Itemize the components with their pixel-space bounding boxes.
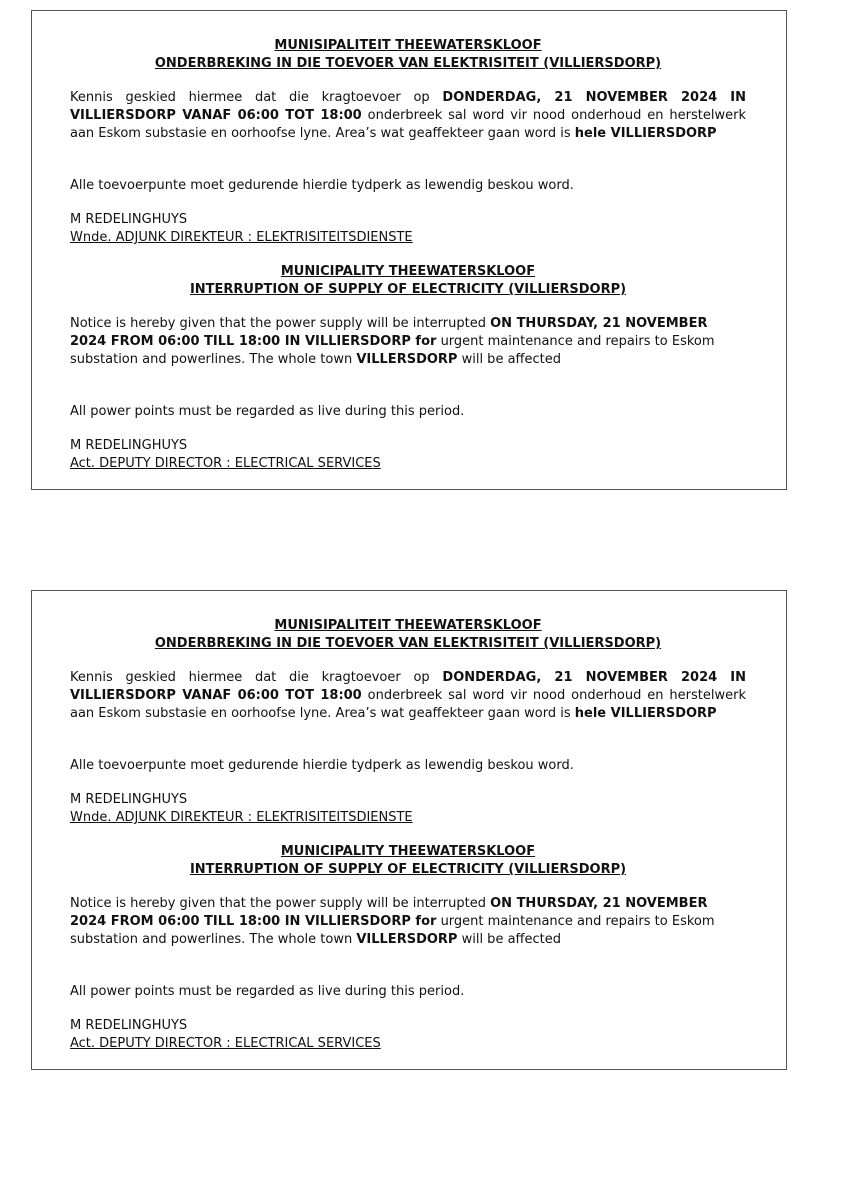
afrikaans-paragraph-reason: onderbreek sal word vir nood onderhoud en herstelwerk aan Eskom substasie en oorhoofse lyne. Area’s wat geaffekteer gaan word is (70, 688, 746, 721)
english-safety-notice: All power points must be regarded as live during this period. (70, 984, 465, 999)
afrikaans-heading-interruption: ONDERBREKING IN DIE TOEVOER VAN ELEKTRISITEIT (VILLIERSDORP) (154, 56, 662, 71)
english-heading-interruption: INTERRUPTION OF SUPPLY OF ELECTRICITY (VILLIERSDORP) (189, 862, 627, 877)
afrikaans-heading-municipality: MUNISIPALITEIT THEEWATERSKLOOF (274, 618, 542, 633)
notice-box (31, 10, 787, 490)
afrikaans-notice-paragraph (70, 89, 746, 143)
notice-box (31, 590, 787, 1070)
english-paragraph-intro: Notice is hereby given that the power supply will be interrupted (70, 316, 491, 331)
english-paragraph-area: VILLERSDORP (356, 352, 458, 367)
afrikaans-signatory-name: M REDELINGHUYS (70, 792, 188, 807)
afrikaans-safety-notice: Alle toevoerpunte moet gedurende hierdie tydperk as lewendig beskou word. (70, 178, 574, 193)
english-signatory-name: M REDELINGHUYS (70, 438, 188, 453)
english-heading-municipality: MUNICIPALITY THEEWATERSKLOOF (280, 844, 536, 859)
afrikaans-signatory-name: M REDELINGHUYS (70, 212, 188, 227)
afrikaans-signatory-title: Wnde. ADJUNK DIREKTEUR : ELEKTRISITEITSDIENSTE (70, 810, 413, 825)
afrikaans-paragraph-area: hele VILLIERSDORP (574, 706, 717, 721)
english-heading-interruption: INTERRUPTION OF SUPPLY OF ELECTRICITY (VILLIERSDORP) (189, 282, 627, 297)
english-paragraph-area: VILLERSDORP (356, 932, 458, 947)
afrikaans-paragraph-intro: Kennis geskied hiermee dat die kragtoevoer op (70, 670, 443, 685)
english-signatory-name: M REDELINGHUYS (70, 1018, 188, 1033)
english-safety-notice: All power points must be regarded as live during this period. (70, 404, 465, 419)
english-notice-paragraph (70, 315, 746, 369)
afrikaans-heading-interruption: ONDERBREKING IN DIE TOEVOER VAN ELEKTRISITEIT (VILLIERSDORP) (154, 636, 662, 651)
english-paragraph-date-time: ON THURSDAY, 21 NOVEMBER 2024 FROM 06:00 TILL 18:00 IN VILLIERSDORP for (70, 316, 708, 349)
english-signatory-title: Act. DEPUTY DIRECTOR : ELECTRICAL SERVICES (70, 1036, 381, 1051)
english-notice-paragraph (70, 895, 746, 949)
afrikaans-paragraph-reason: onderbreek sal word vir nood onderhoud en herstelwerk aan Eskom substasie en oorhoofse lyne. Area’s wat geaffekteer gaan word is (70, 108, 746, 141)
english-paragraph-reason: urgent maintenance and repairs to Eskom substation and powerlines. The whole town (70, 334, 715, 367)
english-paragraph-end: will be affected (457, 352, 561, 367)
afrikaans-safety-notice: Alle toevoerpunte moet gedurende hierdie tydperk as lewendig beskou word. (70, 758, 574, 773)
english-paragraph-reason: urgent maintenance and repairs to Eskom substation and powerlines. The whole town (70, 914, 715, 947)
english-paragraph-end: will be affected (457, 932, 561, 947)
afrikaans-paragraph-date-time: DONDERDAG, 21 NOVEMBER 2024 IN VILLIERSDORP VANAF 06:00 TOT 18:00 (70, 670, 747, 703)
english-heading-municipality: MUNICIPALITY THEEWATERSKLOOF (280, 264, 536, 279)
afrikaans-heading-municipality: MUNISIPALITEIT THEEWATERSKLOOF (274, 38, 542, 53)
english-paragraph-date-time: ON THURSDAY, 21 NOVEMBER 2024 FROM 06:00 TILL 18:00 IN VILLIERSDORP for (70, 896, 708, 929)
afrikaans-notice-paragraph (70, 669, 746, 723)
afrikaans-paragraph-date-time: DONDERDAG, 21 NOVEMBER 2024 IN VILLIERSDORP VANAF 06:00 TOT 18:00 (70, 90, 747, 123)
afrikaans-signatory-title: Wnde. ADJUNK DIREKTEUR : ELEKTRISITEITSDIENSTE (70, 230, 413, 245)
english-signatory-title: Act. DEPUTY DIRECTOR : ELECTRICAL SERVICES (70, 456, 381, 471)
afrikaans-paragraph-intro: Kennis geskied hiermee dat die kragtoevoer op (70, 90, 443, 105)
afrikaans-paragraph-area: hele VILLIERSDORP (574, 126, 717, 141)
english-paragraph-intro: Notice is hereby given that the power supply will be interrupted (70, 896, 491, 911)
